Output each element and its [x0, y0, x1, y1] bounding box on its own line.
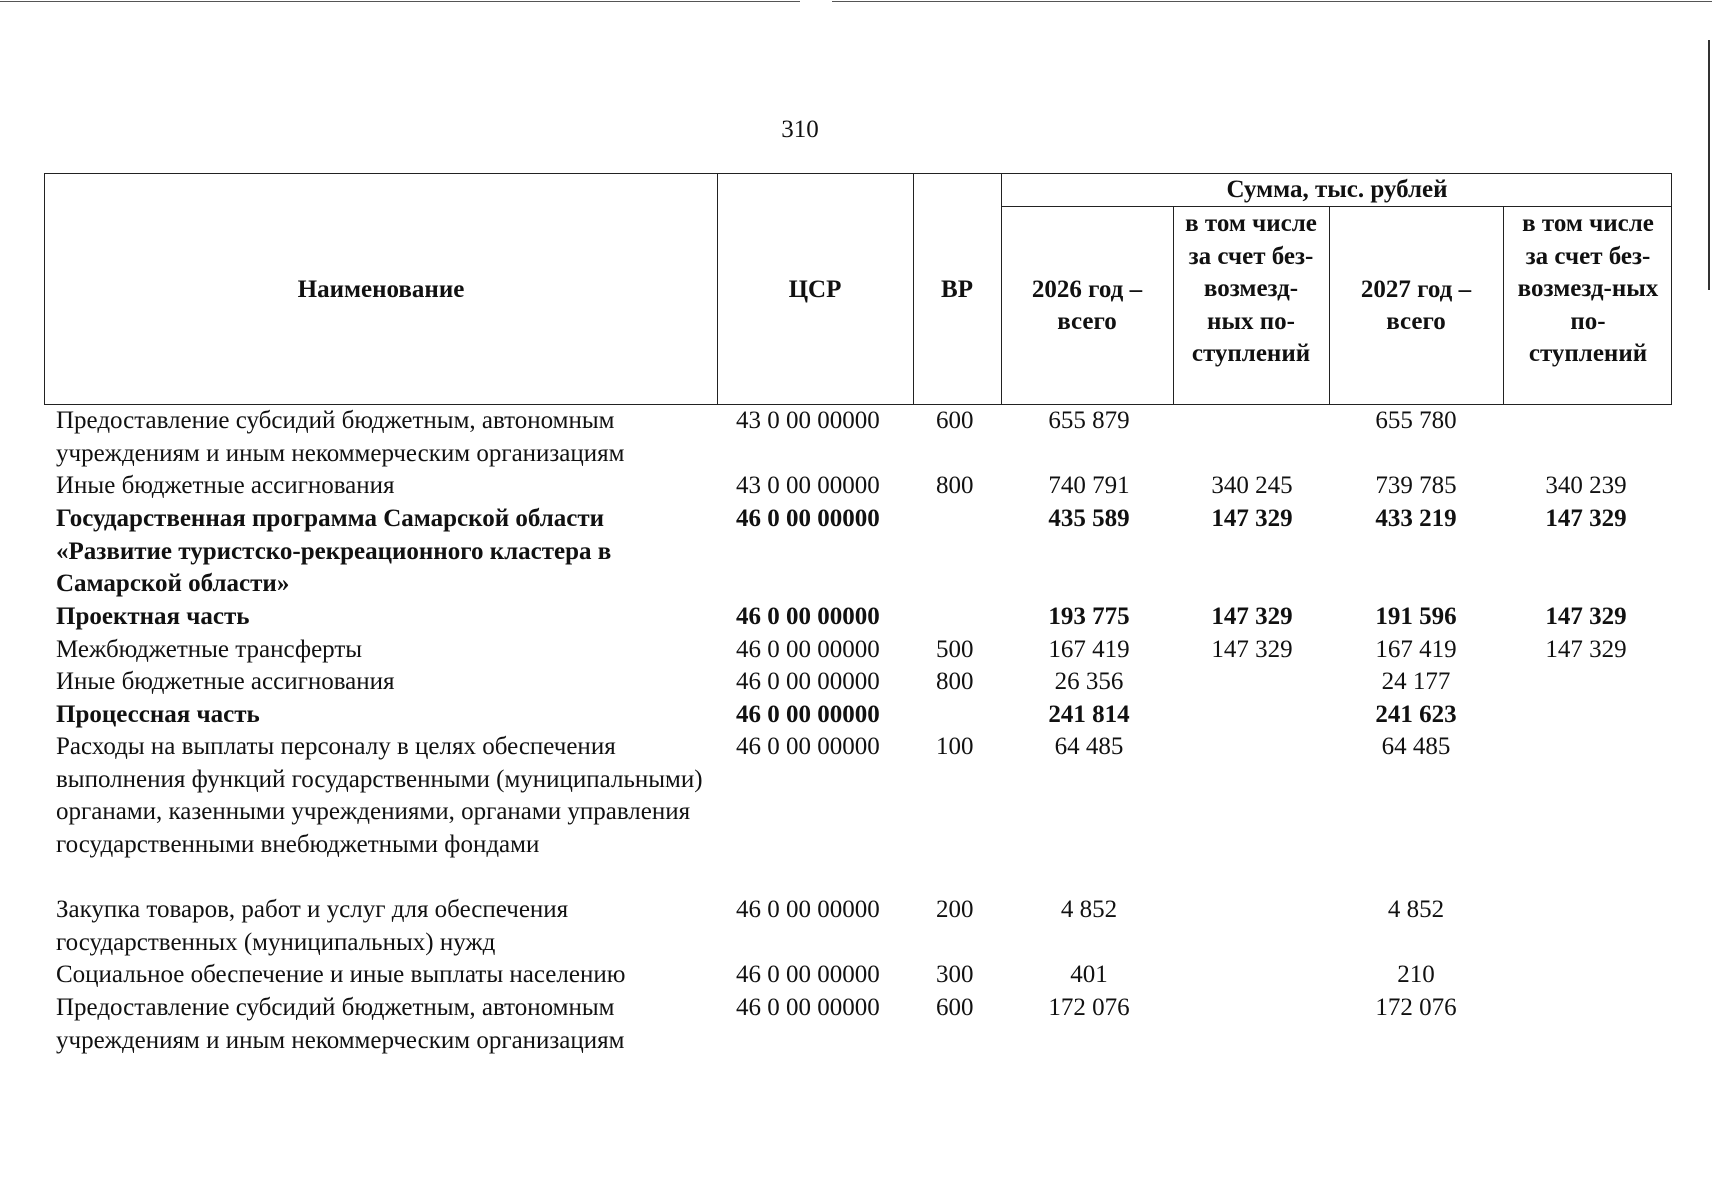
- row-name: Закупка товаров, работ и услуг для обеспечения государственных (муниципальных) нужд: [56, 896, 569, 956]
- row-2026-total: 193 775: [1048, 603, 1130, 630]
- column-divider: [1503, 206, 1504, 404]
- page-number: 310: [781, 116, 819, 143]
- row-vr: 500: [936, 636, 974, 663]
- row-2027-grants: 147 329: [1545, 505, 1627, 532]
- header-2027-grants: в том числе за счет без-возмезд-ных по-ступлений: [1517, 210, 1659, 367]
- row-csr: 46 0 00 00000: [736, 994, 880, 1021]
- row-name: Проектная часть: [56, 603, 250, 630]
- header-2026-grants: в том числе за счет без-возмезд-ных по-ступлений: [1185, 210, 1317, 367]
- scan-edge-line: [1708, 40, 1710, 290]
- row-vr: 600: [936, 994, 974, 1021]
- row-2027-grants: 340 239: [1545, 472, 1627, 499]
- row-2026-total: 401: [1070, 961, 1108, 988]
- row-name: Предоставление субсидий бюджетным, автономным учреждениям и иным некоммерческим организациям: [56, 407, 625, 467]
- row-2027-total: 433 219: [1375, 505, 1457, 532]
- row-2027-total: 64 485: [1381, 733, 1451, 760]
- column-divider: [1329, 206, 1330, 404]
- header-sum-group: Сумма, тыс. рублей: [1226, 175, 1448, 203]
- row-2026-total: 4 852: [1060, 896, 1118, 923]
- header-csr: ЦСР: [788, 275, 842, 303]
- header-2027-total: 2027 год – всего: [1360, 275, 1472, 335]
- row-2027-total: 24 177: [1381, 668, 1451, 695]
- row-csr: 43 0 00 00000: [736, 472, 880, 499]
- row-csr: 43 0 00 00000: [736, 407, 880, 434]
- row-vr: 200: [936, 896, 974, 923]
- row-2026-grants: 147 329: [1211, 505, 1293, 532]
- row-2027-total: 167 419: [1375, 636, 1457, 663]
- row-name: Расходы на выплаты персоналу в целях обеспечения выполнения функций государственными (муниципальными) органами, казенными учреждениями, органами управления государственными внебюджетными фондами: [56, 733, 703, 858]
- row-vr: 300: [936, 961, 974, 988]
- row-2027-total: 739 785: [1375, 472, 1457, 499]
- row-name: Межбюджетные трансферты: [56, 636, 363, 663]
- row-2026-total: 241 814: [1048, 701, 1130, 728]
- header-2026-total: 2026 год – всего: [1031, 275, 1143, 335]
- row-2026-grants: 147 329: [1211, 636, 1293, 663]
- row-vr: 800: [936, 668, 974, 695]
- row-name: Иные бюджетные ассигнования: [56, 472, 395, 499]
- row-csr: 46 0 00 00000: [736, 668, 880, 695]
- row-name: Предоставление субсидий бюджетным, автономным учреждениям и иным некоммерческим организациям: [56, 994, 625, 1054]
- row-2027-total: 172 076: [1375, 994, 1457, 1021]
- column-divider: [1173, 206, 1174, 404]
- row-vr: 100: [936, 733, 974, 760]
- row-csr: 46 0 00 00000: [736, 603, 880, 630]
- row-2026-total: 26 356: [1054, 668, 1124, 695]
- top-border-line: [0, 1, 800, 2]
- column-divider: [1001, 174, 1002, 404]
- row-name: Иные бюджетные ассигнования: [56, 668, 395, 695]
- row-2027-total: 210: [1397, 961, 1435, 988]
- table-header: [44, 173, 1672, 405]
- row-2026-total: 167 419: [1048, 636, 1130, 663]
- row-2026-total: 740 791: [1048, 472, 1130, 499]
- row-2027-grants: 147 329: [1545, 636, 1627, 663]
- row-csr: 46 0 00 00000: [736, 505, 880, 532]
- row-csr: 46 0 00 00000: [736, 961, 880, 988]
- row-name: Процессная часть: [56, 701, 260, 728]
- row-csr: 46 0 00 00000: [736, 636, 880, 663]
- row-2026-total: 435 589: [1048, 505, 1130, 532]
- row-csr: 46 0 00 00000: [736, 733, 880, 760]
- row-name: Социальное обеспечение и иные выплаты населению: [56, 961, 626, 988]
- row-2027-total: 4 852: [1387, 896, 1445, 923]
- header-vr: ВР: [941, 275, 973, 303]
- row-2026-grants: 340 245: [1211, 472, 1293, 499]
- row-2026-total: 172 076: [1048, 994, 1130, 1021]
- row-2027-total: 655 780: [1375, 407, 1457, 434]
- row-2027-total: 241 623: [1375, 701, 1457, 728]
- row-2026-total: 655 879: [1048, 407, 1130, 434]
- row-2027-total: 191 596: [1375, 603, 1457, 630]
- row-name: Государственная программа Самарской области «Развитие туристско-рекреационного кластера в Самарской области»: [56, 505, 612, 597]
- row-csr: 46 0 00 00000: [736, 701, 880, 728]
- row-vr: 800: [936, 472, 974, 499]
- row-vr: 600: [936, 407, 974, 434]
- row-2026-grants: 147 329: [1211, 603, 1293, 630]
- row-2026-total: 64 485: [1054, 733, 1124, 760]
- row-csr: 46 0 00 00000: [736, 896, 880, 923]
- top-border-line: [832, 1, 1712, 2]
- header-name: Наименование: [297, 275, 465, 303]
- row-2027-grants: 147 329: [1545, 603, 1627, 630]
